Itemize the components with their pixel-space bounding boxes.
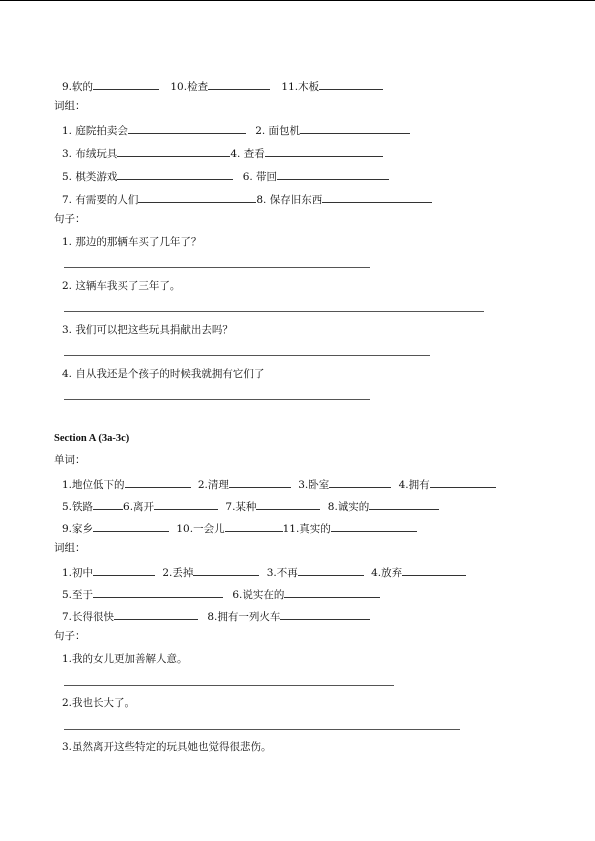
phrase-item: 8. 保存旧东西 [256,194,323,206]
phrase-item: 6. 带回 [242,171,278,183]
fill-blank[interactable] [229,476,291,488]
phrase-item: 1.初中 [62,567,94,579]
fill-blank[interactable] [265,145,383,157]
page-top-border [0,0,595,1]
phrases-label: 词组： [54,542,86,554]
fill-blank[interactable] [331,520,417,532]
word-row [62,520,417,536]
phrase-row [62,608,370,624]
sentence-prompt: 3.虽然离开这些特定的玩具她也觉得很悲伤。 [62,741,272,753]
phrase-item: 6.说实在的 [232,589,285,601]
phrase-row [62,564,466,580]
phrase-item: 4. 查看 [230,148,265,160]
fill-blank[interactable] [369,498,439,510]
fill-blank[interactable] [430,476,496,488]
fill-blank[interactable] [284,586,380,598]
word-item: 5.铁路 [62,501,94,513]
phrase-row [62,122,410,138]
answer-line[interactable] [64,267,370,268]
word-item: 11.木板 [281,81,320,93]
sentence-prompt: 3. 我们可以把这些玩具捐献出去吗？ [62,324,233,336]
word-item: 9.软的 [62,81,94,93]
phrase-item: 2. 面包机 [255,125,301,137]
fill-blank[interactable] [93,78,159,90]
sentences-label: 句子： [54,630,86,642]
fill-blank[interactable] [138,191,256,203]
fill-blank[interactable] [125,476,191,488]
sentence-prompt: 2.我也长大了。 [62,697,136,709]
fill-blank[interactable] [322,191,432,203]
phrase-item: 7.长得很快 [62,611,115,623]
word-item: 3.卧室 [298,479,330,491]
fill-blank[interactable] [93,586,223,598]
answer-line[interactable] [64,685,394,686]
fill-blank[interactable] [329,476,391,488]
sentence-prompt: 4. 自从我还是个孩子的时候我就拥有它们了 [62,368,265,380]
fill-blank[interactable] [93,498,123,510]
fill-blank[interactable] [117,168,233,180]
word-item: 9.家乡 [62,523,94,535]
answer-line[interactable] [64,729,460,730]
word-item: 11.真实的 [282,523,331,535]
word-item: 7.某种 [225,501,257,513]
word-item: 10.一会儿 [176,523,225,535]
section-title: Section A (3a-3c) [54,433,130,444]
word-item: 1.地位低下的 [62,479,125,491]
answer-line[interactable] [64,355,430,356]
phrase-row [62,145,383,161]
word-item: 4.拥有 [398,479,430,491]
phrase-item: 3.不再 [266,567,298,579]
fill-blank[interactable] [298,564,364,576]
fill-blank[interactable] [280,608,370,620]
fill-blank[interactable] [114,608,198,620]
fill-blank[interactable] [300,122,410,134]
sentences-label: 句子： [54,213,86,225]
phrase-item: 5.至于 [62,589,94,601]
fill-blank[interactable] [402,564,466,576]
sentence-prompt: 2. 这辆车我买了三年了。 [62,280,181,292]
word-row [62,498,439,514]
fill-blank[interactable] [256,498,320,510]
words-label: 单词： [54,454,86,466]
phrase-item: 3. 布绒玩具 [62,148,118,160]
fill-blank[interactable] [277,168,389,180]
answer-line[interactable] [64,399,370,400]
word-row [62,476,496,492]
phrase-item: 7. 有需要的人们 [62,194,139,206]
word-item: 6.离开 [123,501,155,513]
phrase-item: 2.丢掉 [162,567,194,579]
fill-blank[interactable] [93,520,169,532]
phrase-item: 5. 棋类游戏 [62,171,118,183]
phrases-label: 词组： [54,100,86,112]
word-item: 10.检查 [170,81,209,93]
phrase-row [62,191,432,207]
phrase-row [62,168,389,184]
fill-blank[interactable] [193,564,259,576]
phrase-row [62,586,380,602]
fill-blank[interactable] [128,122,246,134]
word-item: 2.清理 [197,479,229,491]
answer-line[interactable] [64,311,484,312]
sentence-prompt: 1. 那边的那辆车买了几年了？ [62,236,202,248]
fill-blank[interactable] [225,520,283,532]
word-item: 8.诚实的 [327,501,370,513]
fill-blank[interactable] [208,78,270,90]
fill-blank[interactable] [117,145,230,157]
fill-blank[interactable] [154,498,218,510]
word-row [62,78,383,94]
phrase-item: 8.拥有一列火车 [207,611,281,623]
fill-blank[interactable] [319,78,383,90]
phrase-item: 1. 庭院拍卖会 [62,125,128,137]
phrase-item: 4.放弃 [371,567,403,579]
sentence-prompt: 1.我的女儿更加善解人意。 [62,653,188,665]
fill-blank[interactable] [93,564,155,576]
